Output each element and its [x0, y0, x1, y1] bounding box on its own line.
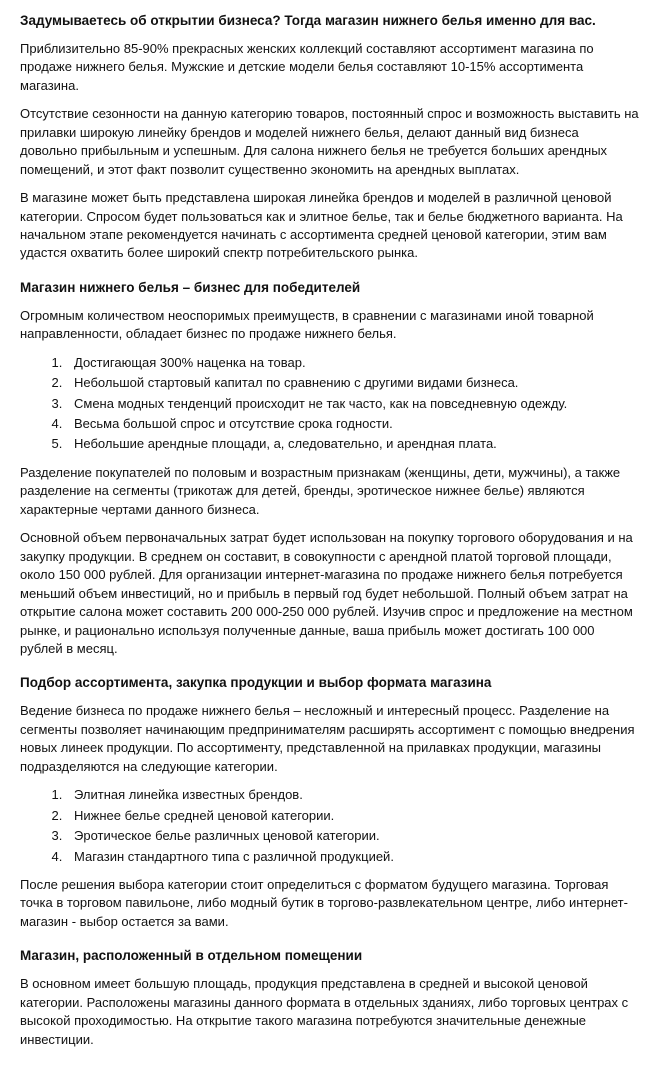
document-title: Задумываетесь об открытии бизнеса? Тогда магазин нижнего белья именно для вас. — [20, 13, 596, 28]
list-item: 1. Элитная линейка известных брендов. — [66, 786, 639, 804]
list-item: 4. Магазин стандартного типа с различной продукцией. — [66, 848, 639, 866]
paragraph-standalone-store-details: В основном имеет большую площадь, продукция представлена в средней и высокой ценовой категории. Расположены магазины данного формата в отдельных зданиях, либо торговых центрах с высокой проходимостью. На открытие такого магазина потребуются значительные денежные инвестиции. — [20, 976, 629, 1047]
paragraph-price-categories: В магазине может быть представлена широкая линейка брендов и моделей в различной ценовой категории. Спросом будет пользоваться как и элитное белье, так и белье бюджетного варианта. На начальном этапе рекомендуется начинать с ассортимента средней ценовой категории, этим вам удастся охватить более широкий спектр потребительского рынка. — [20, 190, 623, 261]
paragraph-segments-expansion: Ведение бизнеса по продаже нижнего белья – несложный и интересный процесс. Разделение на сегменты позволяет начинающим предпринимателям расширять ассортимент с помощью внедрения новых линеек продукции. По ассортименту, представленной на прилавках продукции, магазины подразделяются на следующие категории. — [20, 703, 635, 774]
section-heading-assortment-selection: Подбор ассортимента, закупка продукции и выбор формата магазина — [20, 675, 492, 691]
section-heading-standalone-store: Магазин, расположенный в отдельном помещении — [20, 948, 363, 964]
paragraph-no-seasonality: Отсутствие сезонности на данную категорию товаров, постоянный спрос и возможность выставить на прилавки широкую линейку брендов и моделей нижнего белья, делают данный вид бизнеса довольно прибыльным и успешным. Для салона нижнего белья не требуется больших арендных помещений, и этот факт позволит существенно экономить на арендных выплатах. — [20, 106, 639, 177]
paragraph-customer-segments: Разделение покупателей по половым и возрастным признакам (женщины, дети, мужчины), а также разделение на сегменты (трикотаж для детей, бренды, эротическое нижнее белье) являются характерные чертами данного бизнеса. — [20, 464, 621, 517]
paragraph-initial-costs: Основной объем первоначальных затрат будет использован на покупку торгового оборудования и на закупку продукции. В среднем он составит, в совокупности с арендной платой торговой площади, около 150 000 рублей. Для организации интернет-магазина по продаже нижнего белья потребуется меньший объем инвестиций, но и прибыль в первый год будет небольшой. Полный объем затрат на открытие салона может составить 200 000-250 000 рублей. Изучив спрос и предложение на местном рынке, и рационально используя полученные данные, ваша прибыль может достигать 100 000 рублей в месяц. — [20, 530, 633, 657]
store-categories-list — [20, 786, 639, 866]
list-item: 4. Весьма большой спрос и отсутствие срока годности. — [66, 415, 639, 433]
section-heading-business-for-winners: Магазин нижнего белья – бизнес для победителей — [20, 279, 361, 295]
list-item: 2. Нижнее белье средней ценовой категории. — [66, 807, 639, 825]
list-item: 5. Небольшие арендные площади, а, следовательно, и арендная плата. — [66, 435, 639, 453]
list-item: 3. Эротическое белье различных ценовой категории. — [66, 827, 639, 845]
advantages-list — [20, 354, 639, 454]
paragraph-store-format-choice: После решения выбора категории стоит определиться с форматом будущего магазина. Торговая точка в торговом павильоне, либо модный бутик в торгово-развлекательном центре, либо интернет-магазин - выбор остается за вами. — [20, 876, 628, 929]
paragraph-assortment-share: Приблизительно 85-90% прекрасных женских коллекций составляют ассортимент магазина по продаже нижнего белья. Мужские и детские модели белья составляют 10-15% ассортимента магазина. — [20, 40, 594, 93]
list-item: 2. Небольшой стартовый капитал по сравнению с другими видами бизнеса. — [66, 374, 639, 392]
list-item: 3. Смена модных тенденций происходит не так часто, как на повседневную одежду. — [66, 395, 639, 413]
list-item: 1. Достигающая 300% наценка на товар. — [66, 354, 639, 372]
paragraph-advantages-intro: Огромным количеством неоспоримых преимуществ, в сравнении с магазинами иной товарной направленности, обладает бизнес по продаже нижнего белья. — [20, 307, 594, 342]
